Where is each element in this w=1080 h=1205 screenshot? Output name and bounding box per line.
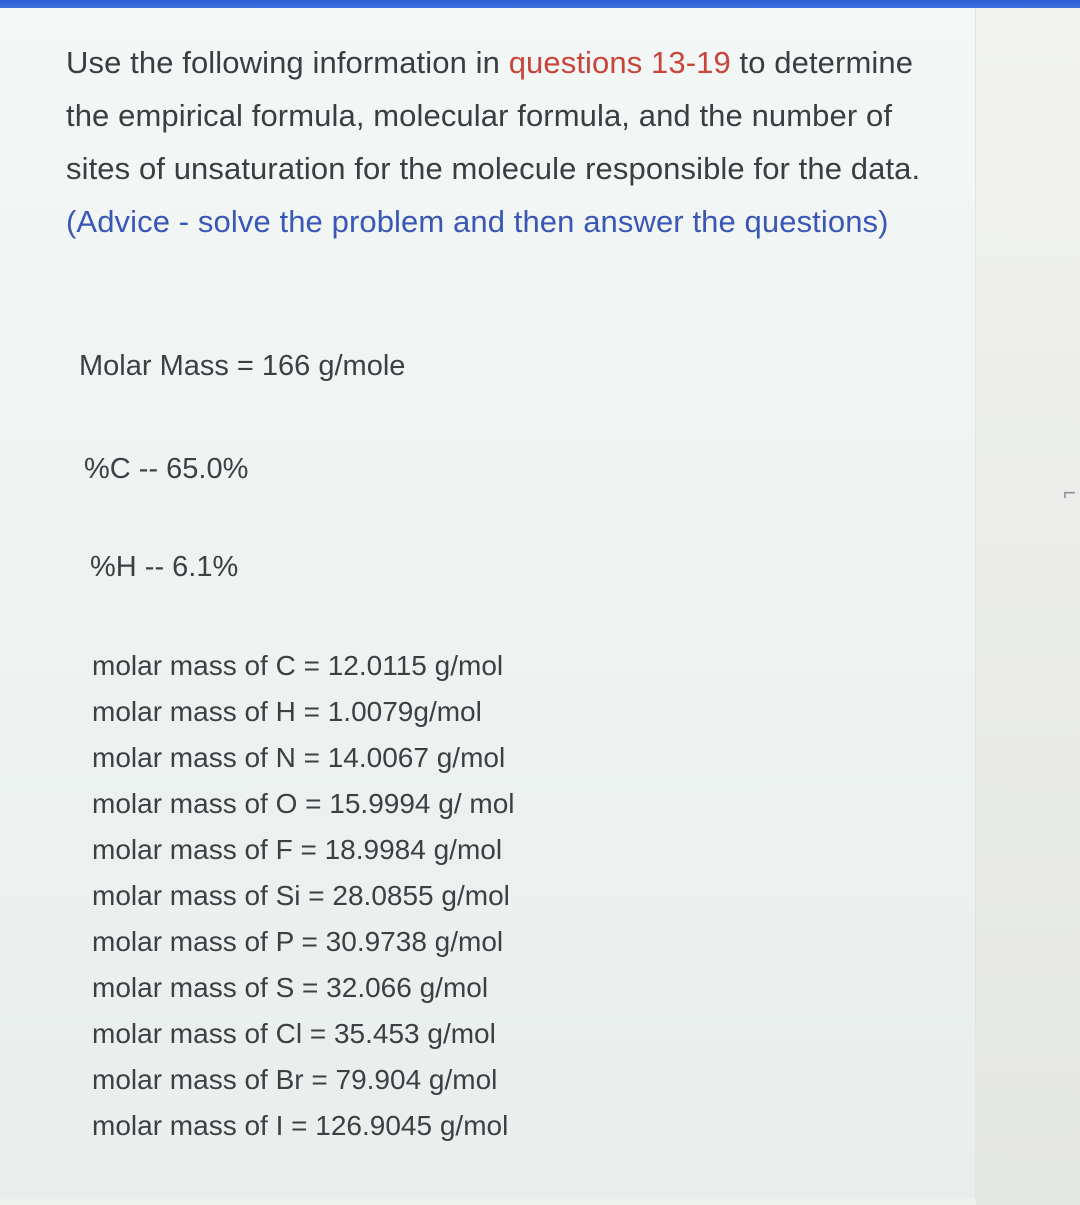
molar-mass-item-o: molar mass of O = 15.9994 g/ mol (92, 788, 515, 819)
right-page-margin (976, 8, 1080, 1205)
molar-mass-item-f: molar mass of F = 18.9984 g/mol (92, 834, 503, 865)
molar-mass-value: Molar Mass = 166 g/mole (79, 350, 406, 382)
molar-mass-item-br: molar mass of Br = 79.904 g/mol (92, 1064, 498, 1095)
molar-mass-item-i: molar mass of I = 126.9045 g/mol (92, 1110, 509, 1141)
edge-bracket-icon: ⌐ (1063, 480, 1076, 505)
top-window-strip (0, 0, 1080, 8)
molar-mass-item-h: molar mass of H = 1.0079g/mol (92, 696, 482, 727)
molar-mass-item-c: molar mass of C = 12.0115 g/mol (92, 650, 504, 681)
question-intro (66, 36, 936, 248)
intro-text-start: Use the following information in (66, 45, 509, 80)
molar-mass-item-p: molar mass of P = 30.9738 g/mol (92, 926, 504, 957)
molar-mass-item-n: molar mass of N = 14.0067 g/mol (92, 742, 506, 773)
questions-reference-link[interactable]: questions 13-19 (508, 45, 731, 80)
percent-carbon-value: %C -- 65.0% (84, 453, 249, 485)
percent-hydrogen-value: %H -- 6.1% (90, 551, 239, 583)
molar-mass-item-cl: molar mass of Cl = 35.453 g/mol (92, 1018, 496, 1049)
advice-note: (Advice - solve the problem and then answer the questions) (66, 204, 889, 239)
molar-mass-reference-list (92, 643, 515, 1149)
molar-mass-item-si: molar mass of Si = 28.0855 g/mol (92, 880, 510, 911)
intro-text-main: to determine the empirical formula, molecular formula, and the number of sites of unsaturation for the molecule responsible for the data. (66, 45, 921, 186)
question-panel (0, 8, 976, 1198)
molar-mass-item-s: molar mass of S = 32.066 g/mol (92, 972, 489, 1003)
